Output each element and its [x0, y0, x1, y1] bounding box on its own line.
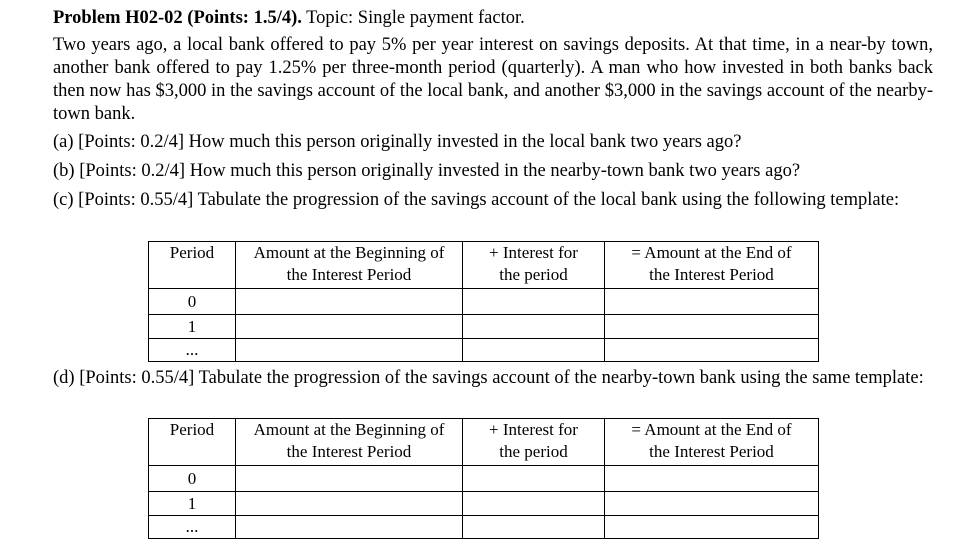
table-nearby-town-bank: [148, 418, 819, 539]
part-c: (c) [Points: 0.55/4] Tabulate the progression of the savings account of the local bank using the following template:: [53, 190, 900, 210]
header-amount-begin-line2: the Interest Period: [286, 442, 412, 461]
period-cell: ...: [149, 339, 236, 362]
amount-begin-cell[interactable]: [236, 516, 463, 539]
part-b: (b) [Points: 0.2/4] How much this person originally invested in the nearby-town bank two years ago?: [53, 161, 801, 181]
header-amount-begin: [236, 419, 463, 466]
period-cell: 1: [149, 492, 236, 516]
header-interest-line2: the period: [499, 265, 568, 284]
table-row: [149, 339, 819, 362]
amount-begin-cell[interactable]: [236, 289, 463, 315]
period-cell: 0: [149, 466, 236, 492]
amount-end-cell[interactable]: [605, 339, 819, 362]
header-amount-end-line2: the Interest Period: [649, 442, 774, 461]
table-row: [149, 466, 819, 492]
interest-cell[interactable]: [463, 339, 605, 362]
amount-end-cell[interactable]: [605, 516, 819, 539]
part-a: (a) [Points: 0.2/4] How much this person originally invested in the local bank two years ago?: [53, 132, 742, 152]
header-period-label: Period: [169, 420, 215, 439]
header-amount-end: [605, 242, 819, 289]
amount-end-cell[interactable]: [605, 492, 819, 516]
header-interest-line2: the period: [499, 442, 568, 461]
interest-cell[interactable]: [463, 315, 605, 339]
period-cell: 1: [149, 315, 236, 339]
header-amount-begin-line1: Amount at the Beginning of: [253, 420, 445, 439]
header-period-label: Period: [169, 243, 215, 262]
amount-begin-cell[interactable]: [236, 315, 463, 339]
period-cell: ...: [149, 516, 236, 539]
problem-topic: Topic: Single payment factor.: [301, 8, 525, 28]
header-interest-line1: + Interest for: [489, 420, 578, 439]
header-interest-line1: + Interest for: [489, 243, 578, 262]
header-interest: [463, 419, 605, 466]
table-row: [149, 516, 819, 539]
interest-cell[interactable]: [463, 466, 605, 492]
problem-title: [53, 6, 933, 31]
period-cell: 0: [149, 289, 236, 315]
header-period: [149, 419, 236, 466]
header-amount-end-line2: the Interest Period: [649, 265, 774, 284]
header-interest: [463, 242, 605, 289]
header-amount-begin-line2: the Interest Period: [286, 265, 412, 284]
header-period: [149, 242, 236, 289]
interest-cell[interactable]: [463, 492, 605, 516]
amount-begin-cell[interactable]: [236, 492, 463, 516]
amount-end-cell[interactable]: [605, 289, 819, 315]
table-row: [149, 289, 819, 315]
interest-cell[interactable]: [463, 516, 605, 539]
amount-end-cell[interactable]: [605, 466, 819, 492]
table-row: [149, 315, 819, 339]
header-amount-begin-line1: Amount at the Beginning of: [253, 243, 445, 262]
table-header-row: [149, 242, 819, 289]
amount-begin-cell[interactable]: [236, 466, 463, 492]
table-local-bank: [148, 241, 819, 362]
amount-end-cell[interactable]: [605, 315, 819, 339]
part-d: (d) [Points: 0.55/4] Tabulate the progression of the savings account of the nearby-town bank using the same template:: [53, 368, 924, 388]
header-amount-end-line1: = Amount at the End of: [631, 243, 792, 262]
header-amount-end-line1: = Amount at the End of: [631, 420, 792, 439]
header-amount-end: [605, 419, 819, 466]
problem-document: [53, 6, 933, 211]
table-header-row: [149, 419, 819, 466]
header-amount-begin: [236, 242, 463, 289]
problem-title-bold: Problem H02-02 (Points: 1.5/4).: [53, 8, 302, 28]
problem-statement: Two years ago, a local bank offered to pay 5% per year interest on savings deposits. At that time, in a near-by town, another bank offered to pay 1.25% per three-month period (quarterly). A man who how invested in both banks back then now has $3,000 in the savings account of the local bank, and another $3,000 in the savings account of the nearby-town bank.: [53, 35, 933, 124]
amount-begin-cell[interactable]: [236, 339, 463, 362]
interest-cell[interactable]: [463, 289, 605, 315]
table-row: [149, 492, 819, 516]
